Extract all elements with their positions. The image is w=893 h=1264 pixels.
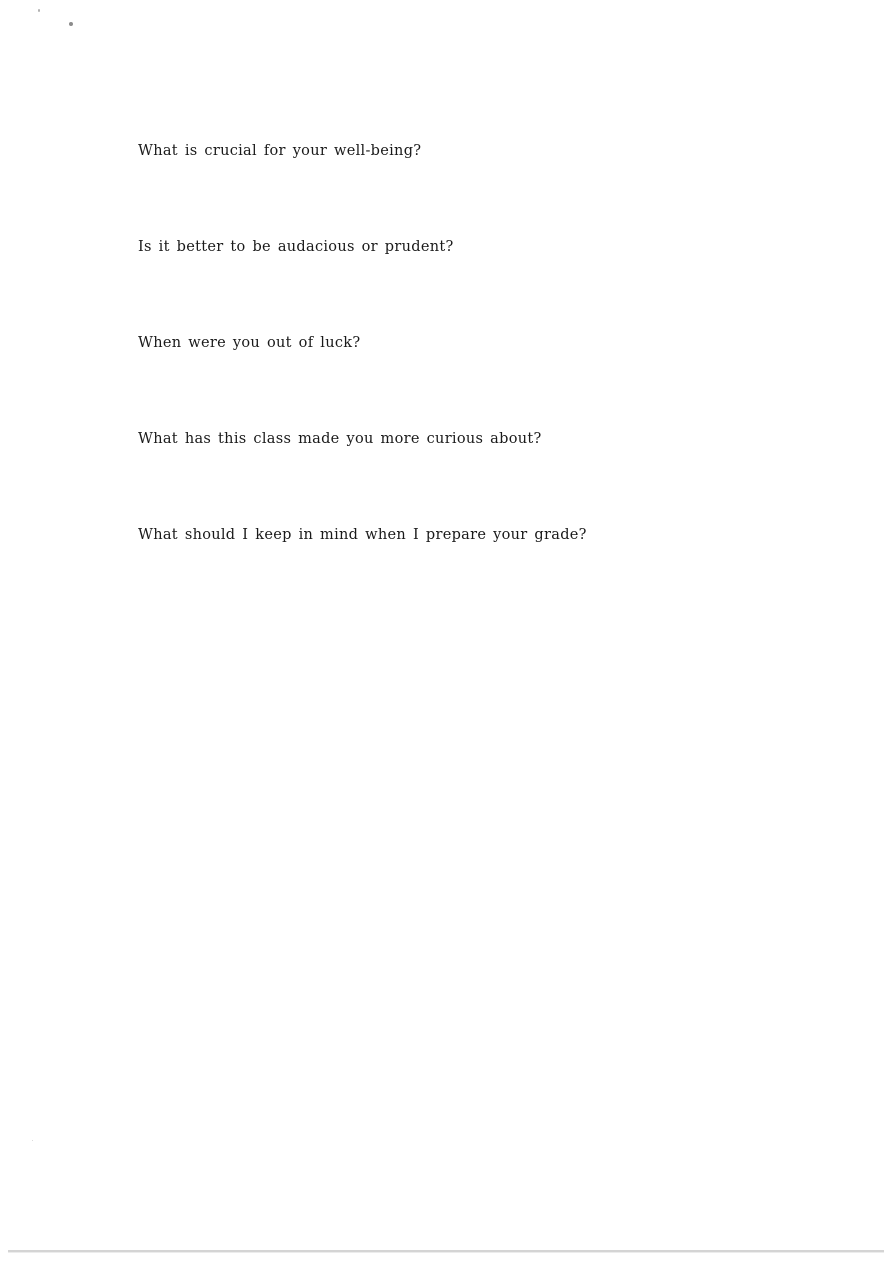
scan-speck (38, 9, 40, 12)
page-bottom-shadow (8, 1252, 884, 1253)
question-4: What has this class made you more curious about? (138, 431, 542, 447)
scan-speck (32, 1140, 33, 1141)
question-2: Is it better to be audacious or prudent? (138, 239, 454, 255)
question-5: What should I keep in mind when I prepare your grade? (138, 527, 587, 543)
question-1: What is crucial for your well-being? (138, 143, 422, 159)
scan-speck (69, 22, 73, 26)
question-3: When were you out of luck? (138, 335, 361, 351)
